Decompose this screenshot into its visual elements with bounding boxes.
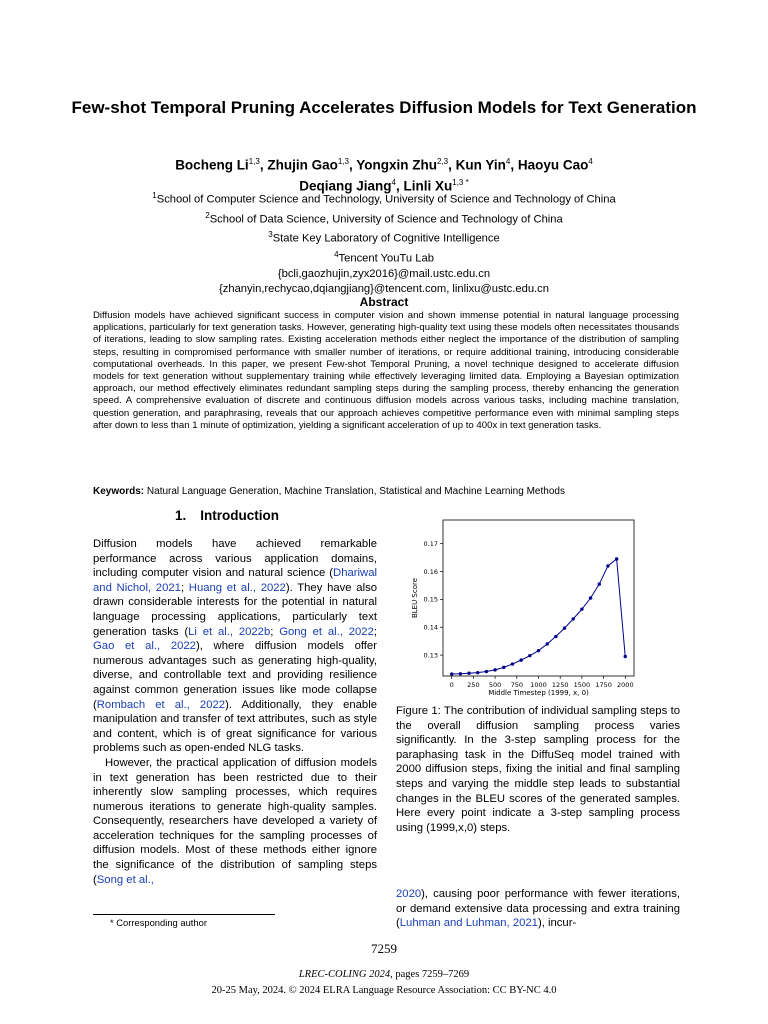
data-point xyxy=(563,626,566,629)
data-point xyxy=(624,655,627,658)
citation-link[interactable]: Dhariwal and Nichol, 2021 xyxy=(93,567,377,594)
affiliation-text: {bcli,gaozhujin,zyx2016}@mail.ustc.edu.cn xyxy=(277,267,491,280)
author-affiliation-marker: 1,3 xyxy=(248,157,260,166)
abstract-text: Diffusion models have achieved significant success in computer vision and shown immense potential in natural language processing applications, particularly for text generation tasks. However, generating high-quality text using these models often necessitates thousands of iterations, leading to slow sampling rates. Existing acceleration methods either neglect the importance of the distribution of sampling steps, resulting in compromised performance with smaller number of iterations, or require additional training, introducing considerable computational overheads. In this paper, we present Few-shot Temporal Pruning, a novel technique designed to accelerate diffusion models for text generation without supplementary training while effectively leveraging limited data. Employing a Bayesian optimization approach, our method effectively eliminates redundant sampling steps during the sampling process, thereby enhancing the generation speed. A comprehensive evaluation of discrete and continuous diffusion models across various tasks, including machine translation, question generation, and paraphrasing, reveals that our approach achieves competitive performance even with minimal sampling steps after down to less than 1 minute of optimization, yielding a significant acceleration of up to 400x in text generation tasks. xyxy=(93,310,679,431)
section-heading-introduction xyxy=(175,508,279,523)
x-tick-label: 0 xyxy=(449,681,454,689)
body-text: ), where diffusion models offer numerous advantages such as generating high-quality, diverse, and controllable text and providing resilience against common generation issues like mode collapse ( xyxy=(93,640,377,711)
author-affiliation-marker: 4 xyxy=(505,157,511,166)
footer-pages: , pages 7259–7269 xyxy=(390,969,470,980)
x-tick-label: 750 xyxy=(510,681,524,689)
author-affiliation-marker: 4 xyxy=(588,157,593,166)
data-point xyxy=(537,649,540,652)
author-affiliation-marker: 4 xyxy=(391,177,396,187)
bleu-series-line xyxy=(452,559,625,674)
citation-link[interactable]: Gong et al., 2022 xyxy=(279,625,374,638)
citation-link[interactable]: Song et al., xyxy=(96,873,154,886)
x-tick-label: 2000 xyxy=(617,681,634,689)
footer-venue-line xyxy=(0,969,768,980)
affiliation-line xyxy=(60,227,708,247)
author-separator: , xyxy=(348,157,357,173)
left-column xyxy=(93,537,377,887)
y-tick-label: 0.13 xyxy=(423,651,438,660)
affiliation-line xyxy=(60,188,708,208)
affiliation-text: Tencent YouTu Lab xyxy=(338,252,434,265)
y-tick-label: 0.17 xyxy=(423,539,438,548)
body-text: Diffusion models have achieved remarkable performance across various application domains, including computer vision and natural science ( xyxy=(93,538,377,580)
x-axis-label: Middle Timestep (1999, x, 0) xyxy=(488,689,589,697)
author-name: Haoyu Cao xyxy=(517,157,589,173)
paper-title: Few-shot Temporal Pruning Accelerates Diffusion Models for Text Generation xyxy=(71,98,697,117)
x-tick-label: 500 xyxy=(488,681,502,689)
body-text: ). Additionally, they enable manipulation and transfer of text attributes, such as style and content, which is of great significance for various problems such as open-ended NLG tasks. xyxy=(93,698,378,755)
body-text: ). They have also drawn considerable interests for the potential in natural language processing applications, particularly text generation tasks ( xyxy=(93,581,378,638)
keywords-line xyxy=(93,485,693,498)
data-point xyxy=(554,635,557,638)
figure-caption: Figure 1: The contribution of individual sampling steps to the overall diffusion sampling process varies significantly. In the 3-step sampling process for the paraphasing task in the DiffuSeq model trained with 2000 diffusion steps, fixing the initial and final sampling steps and varying the middle step leads to substantial changes in the BLEU scores of the generated samples. Here every point indicate a 3-step sampling process using (1999,x,0) steps. xyxy=(396,705,680,834)
abstract-heading: Abstract xyxy=(359,295,409,309)
author-separator: , xyxy=(448,157,456,173)
data-point xyxy=(598,582,601,585)
author-name: Zhujin Gao xyxy=(267,157,338,173)
data-point xyxy=(589,596,592,599)
y-tick-label: 0.15 xyxy=(423,595,438,604)
body-text: ), causing poor performance with fewer iterations, or demand extensive data processing and extra training ( xyxy=(396,888,680,930)
author-name: Yongxin Zhu xyxy=(356,157,437,173)
y-tick-label: 0.16 xyxy=(423,567,438,576)
citation-link[interactable]: 2020 xyxy=(396,888,422,900)
data-point xyxy=(493,668,496,671)
affiliation-text: State Key Laboratory of Cognitive Intelligence xyxy=(272,233,500,246)
body-text: ), incur- xyxy=(537,917,577,930)
affiliation-text: {zhanyin,rechycao,dqiangjiang}@tencent.com, linlixu@ustc.edu.cn xyxy=(219,282,549,295)
page-number: 7259 xyxy=(371,941,397,956)
body-text: ; xyxy=(373,625,377,638)
data-point xyxy=(511,662,514,665)
keywords-label: Keywords: xyxy=(93,486,145,497)
body-text: ; xyxy=(180,581,189,594)
author-name: Linli Xu xyxy=(403,178,453,193)
x-tick-label: 1500 xyxy=(573,681,591,689)
citation-link[interactable]: Huang et al., 2022 xyxy=(188,581,286,594)
author-name: Bocheng Li xyxy=(175,157,249,173)
bleu-line-chart xyxy=(396,512,686,697)
data-point xyxy=(519,658,522,661)
data-point xyxy=(485,670,488,673)
affiliation-text: School of Computer Science and Technology, University of Science and Technology of China xyxy=(156,193,616,206)
affiliation-marker: 3 xyxy=(268,230,273,240)
author-name: Deqiang Jiang xyxy=(299,178,392,193)
section-number: 1. xyxy=(175,508,187,523)
affiliation-list xyxy=(60,188,708,297)
author-affiliation-marker: 1,3 * xyxy=(452,177,469,187)
plot-frame xyxy=(443,520,634,676)
y-tick-label: 0.14 xyxy=(423,623,438,632)
x-tick-label: 1750 xyxy=(595,681,612,689)
author-affiliation-marker: 2,3 xyxy=(436,157,449,166)
affiliation-line xyxy=(60,247,708,267)
author-separator: , xyxy=(395,178,404,193)
citation-link[interactable]: Gao et al., 2022 xyxy=(93,640,196,653)
affiliation-line xyxy=(60,208,708,228)
affiliation-marker: 2 xyxy=(205,210,210,220)
affiliation-marker: 4 xyxy=(334,250,339,260)
footer-copyright: 20-25 May, 2024. © 2024 ELRA Language Resource Association: CC BY-NC 4.0 xyxy=(211,985,557,996)
author-affiliation-marker: 1,3 xyxy=(337,157,349,166)
data-point xyxy=(476,671,479,674)
x-tick-label: 1000 xyxy=(530,681,547,689)
section-title: Introduction xyxy=(200,508,279,523)
data-point xyxy=(606,564,609,567)
citation-link[interactable]: Li et al., 2022b xyxy=(188,625,271,638)
data-point xyxy=(528,654,531,657)
data-point xyxy=(545,642,548,645)
footnote-divider xyxy=(93,914,275,915)
intro-paragraph-1 xyxy=(93,537,377,756)
footnote: * Corresponding author xyxy=(110,917,207,928)
author-name: Kun Yin xyxy=(455,157,506,173)
citation-link[interactable]: Luhman and Luhman, 2021 xyxy=(399,917,538,930)
data-point xyxy=(467,672,470,675)
footer-venue: LREC-COLING 2024 xyxy=(298,969,391,980)
data-point xyxy=(572,617,575,620)
body-text: However, the practical application of diffusion models in text generation has been restricted due to their inherently slow sampling processes, which requires numerous iterations to generate high-quality samples. Consequently, researchers have developed a variety of acceleration techniques for the sampling processes of diffusion models. Most of these methods either ignore the significance of the distribution of sampling steps ( xyxy=(93,756,377,886)
y-axis-label: BLEU Score xyxy=(411,577,419,619)
affiliation-text: School of Data Science, University of Science and Technology of China xyxy=(209,213,563,226)
citation-link[interactable]: Rombach et al., 2022 xyxy=(96,698,226,711)
affiliation-line xyxy=(60,267,708,282)
body-text: ; xyxy=(270,625,280,638)
data-point xyxy=(615,557,618,560)
x-tick-label: 250 xyxy=(467,681,480,689)
intro-paragraph-2 xyxy=(93,756,377,887)
data-point xyxy=(580,607,583,610)
author-separator: , xyxy=(510,157,518,173)
affiliation-marker: 1 xyxy=(152,191,157,200)
data-point xyxy=(459,672,462,675)
author-separator: , xyxy=(259,157,268,173)
data-point xyxy=(502,666,505,669)
keywords-text: Natural Language Generation, Machine Translation, Statistical and Machine Learning Methods xyxy=(146,486,565,497)
data-point xyxy=(450,672,453,675)
intro-paragraph-2-continued xyxy=(396,887,680,931)
x-tick-label: 1250 xyxy=(551,681,569,689)
